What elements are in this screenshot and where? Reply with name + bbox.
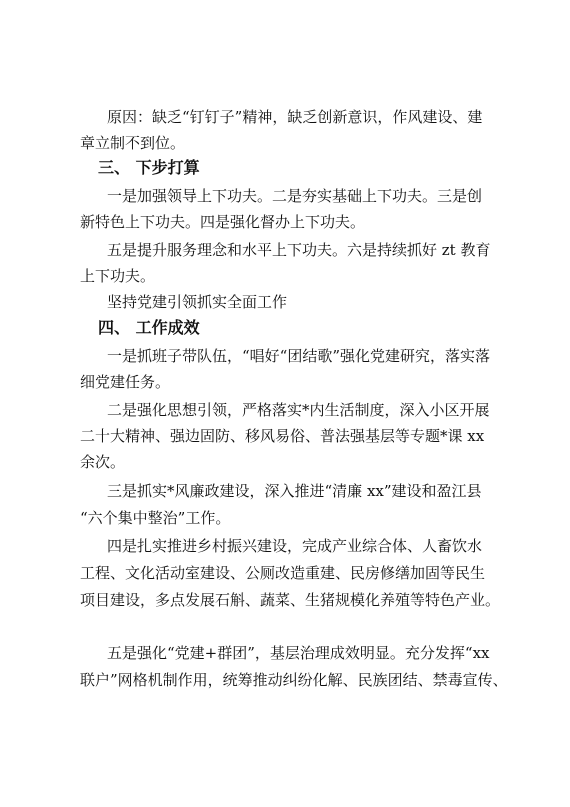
paragraph-line: 四是扎实推进乡村振兴建设，完成产业综合体、人畜饮水: [107, 537, 483, 555]
paragraph-line: 一是抓班子带队伍，“唱好“团结歌”强化党建研究，落实落: [107, 347, 491, 365]
paragraph-line: 五是提升服务理念和水平上下功夫。六是持续抓好 zt 教育: [107, 241, 491, 259]
paragraph-line: 五是强化“党建+群团”，基层治理成效明显。充分发挥“xx: [107, 644, 490, 662]
paragraph-line: 坚持党建引领抓实全面工作: [107, 293, 288, 311]
paragraph-line: 余次。: [80, 453, 126, 471]
paragraph-line: 原因：缺乏“钉钉子”精神，缺乏创新意识，作风建设、建: [107, 108, 483, 126]
section-heading: 四、 工作成效: [98, 318, 200, 337]
paragraph-line: 二十大精神、强边固防、移风易俗、普法强基层等专题*课 xx: [80, 427, 485, 445]
paragraph-line: 工程、文化活动室建设、公厕改造重建、民房修缮加固等民生: [80, 564, 486, 582]
paragraph-line: 二是强化思想引领，严格落实*内生活制度，深入小区开展: [107, 401, 490, 419]
paragraph-line: 章立制不到位。: [80, 134, 186, 152]
paragraph-line: 项目建设，多点发展石斛、蔬菜、生猪规模化养殖等特色产业。: [80, 591, 501, 609]
section-heading: 三、 下步打算: [98, 158, 200, 177]
paragraph-line: 一是加强领导上下功夫。二是夯实基础上下功夫。三是创: [107, 187, 483, 205]
paragraph-line: 上下功夫。: [80, 267, 156, 285]
paragraph-line: “六个集中整治”工作。: [80, 509, 231, 527]
paragraph-line: 细党建任务。: [80, 373, 171, 391]
paragraph-line: 联户”网格机制作用，统筹推动纠纷化解、民族团结、禁毒宣传、: [80, 671, 508, 689]
paragraph-line: 三是抓实*风廉政建设，深入推进“清廉 xx”建设和盈江县: [107, 482, 482, 500]
paragraph-line: 新特色上下功夫。四是强化督办上下功夫。: [80, 213, 366, 231]
